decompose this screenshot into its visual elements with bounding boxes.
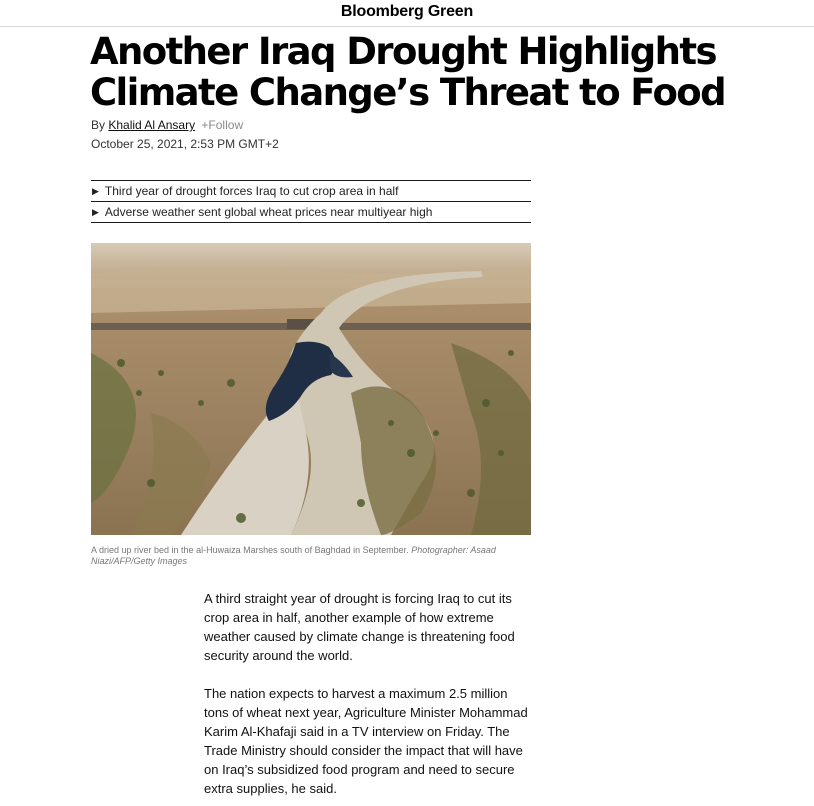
- aerial-riverbed-image: [91, 243, 531, 535]
- photo-caption: [91, 545, 536, 567]
- abstract-item-text: Adverse weather sent global wheat prices near multiyear high: [104, 205, 433, 219]
- top-bar: [0, 0, 814, 27]
- brand-logo-link[interactable]: Bloomberg Green: [340, 3, 474, 20]
- headline-line-1: Another Iraq Drought Highlights: [90, 30, 716, 73]
- article-body: [204, 589, 529, 806]
- follow-author-button[interactable]: +Follow: [201, 118, 244, 132]
- byline-prefix: By: [91, 118, 106, 132]
- bullet-triangle-icon: ▶: [92, 186, 99, 196]
- bullet-triangle-icon: ▶: [92, 207, 99, 217]
- publish-date: October 25, 2021, 2:53 PM GMT+2: [91, 137, 279, 151]
- author-link[interactable]: Khalid Al Ansary: [108, 118, 196, 132]
- photo-credit: Photographer: Asaad Niazi/AFP/Getty Images: [91, 545, 496, 566]
- abstract-item-text: Third year of drought forces Iraq to cut crop area in half: [104, 184, 399, 198]
- body-paragraph: The nation expects to harvest a maximum 2.5 million tons of wheat next year, Agriculture Minister Mohammad Karim Al-Khafaji said in a TV interview on Friday. The Trade Ministry should consider the impact that will have on Iraq’s subsidized food program and need to secure extra supplies, he said.: [204, 686, 528, 796]
- abstract-item: [91, 202, 531, 223]
- article-headline: [90, 31, 730, 113]
- caption-text: A dried up river bed in the al-Huwaiza Marshes south of Baghdad in September.: [91, 545, 409, 555]
- body-paragraph: A third straight year of drought is forcing Iraq to cut its crop area in half, another example of how extreme weather caused by climate change is threatening food security around the world.: [204, 591, 515, 663]
- headline-line-2: Climate Change’s Threat to Food: [90, 71, 725, 114]
- article-abstract: [91, 180, 531, 223]
- abstract-item: [91, 181, 531, 202]
- byline: [91, 118, 243, 132]
- lead-photo: [91, 243, 531, 535]
